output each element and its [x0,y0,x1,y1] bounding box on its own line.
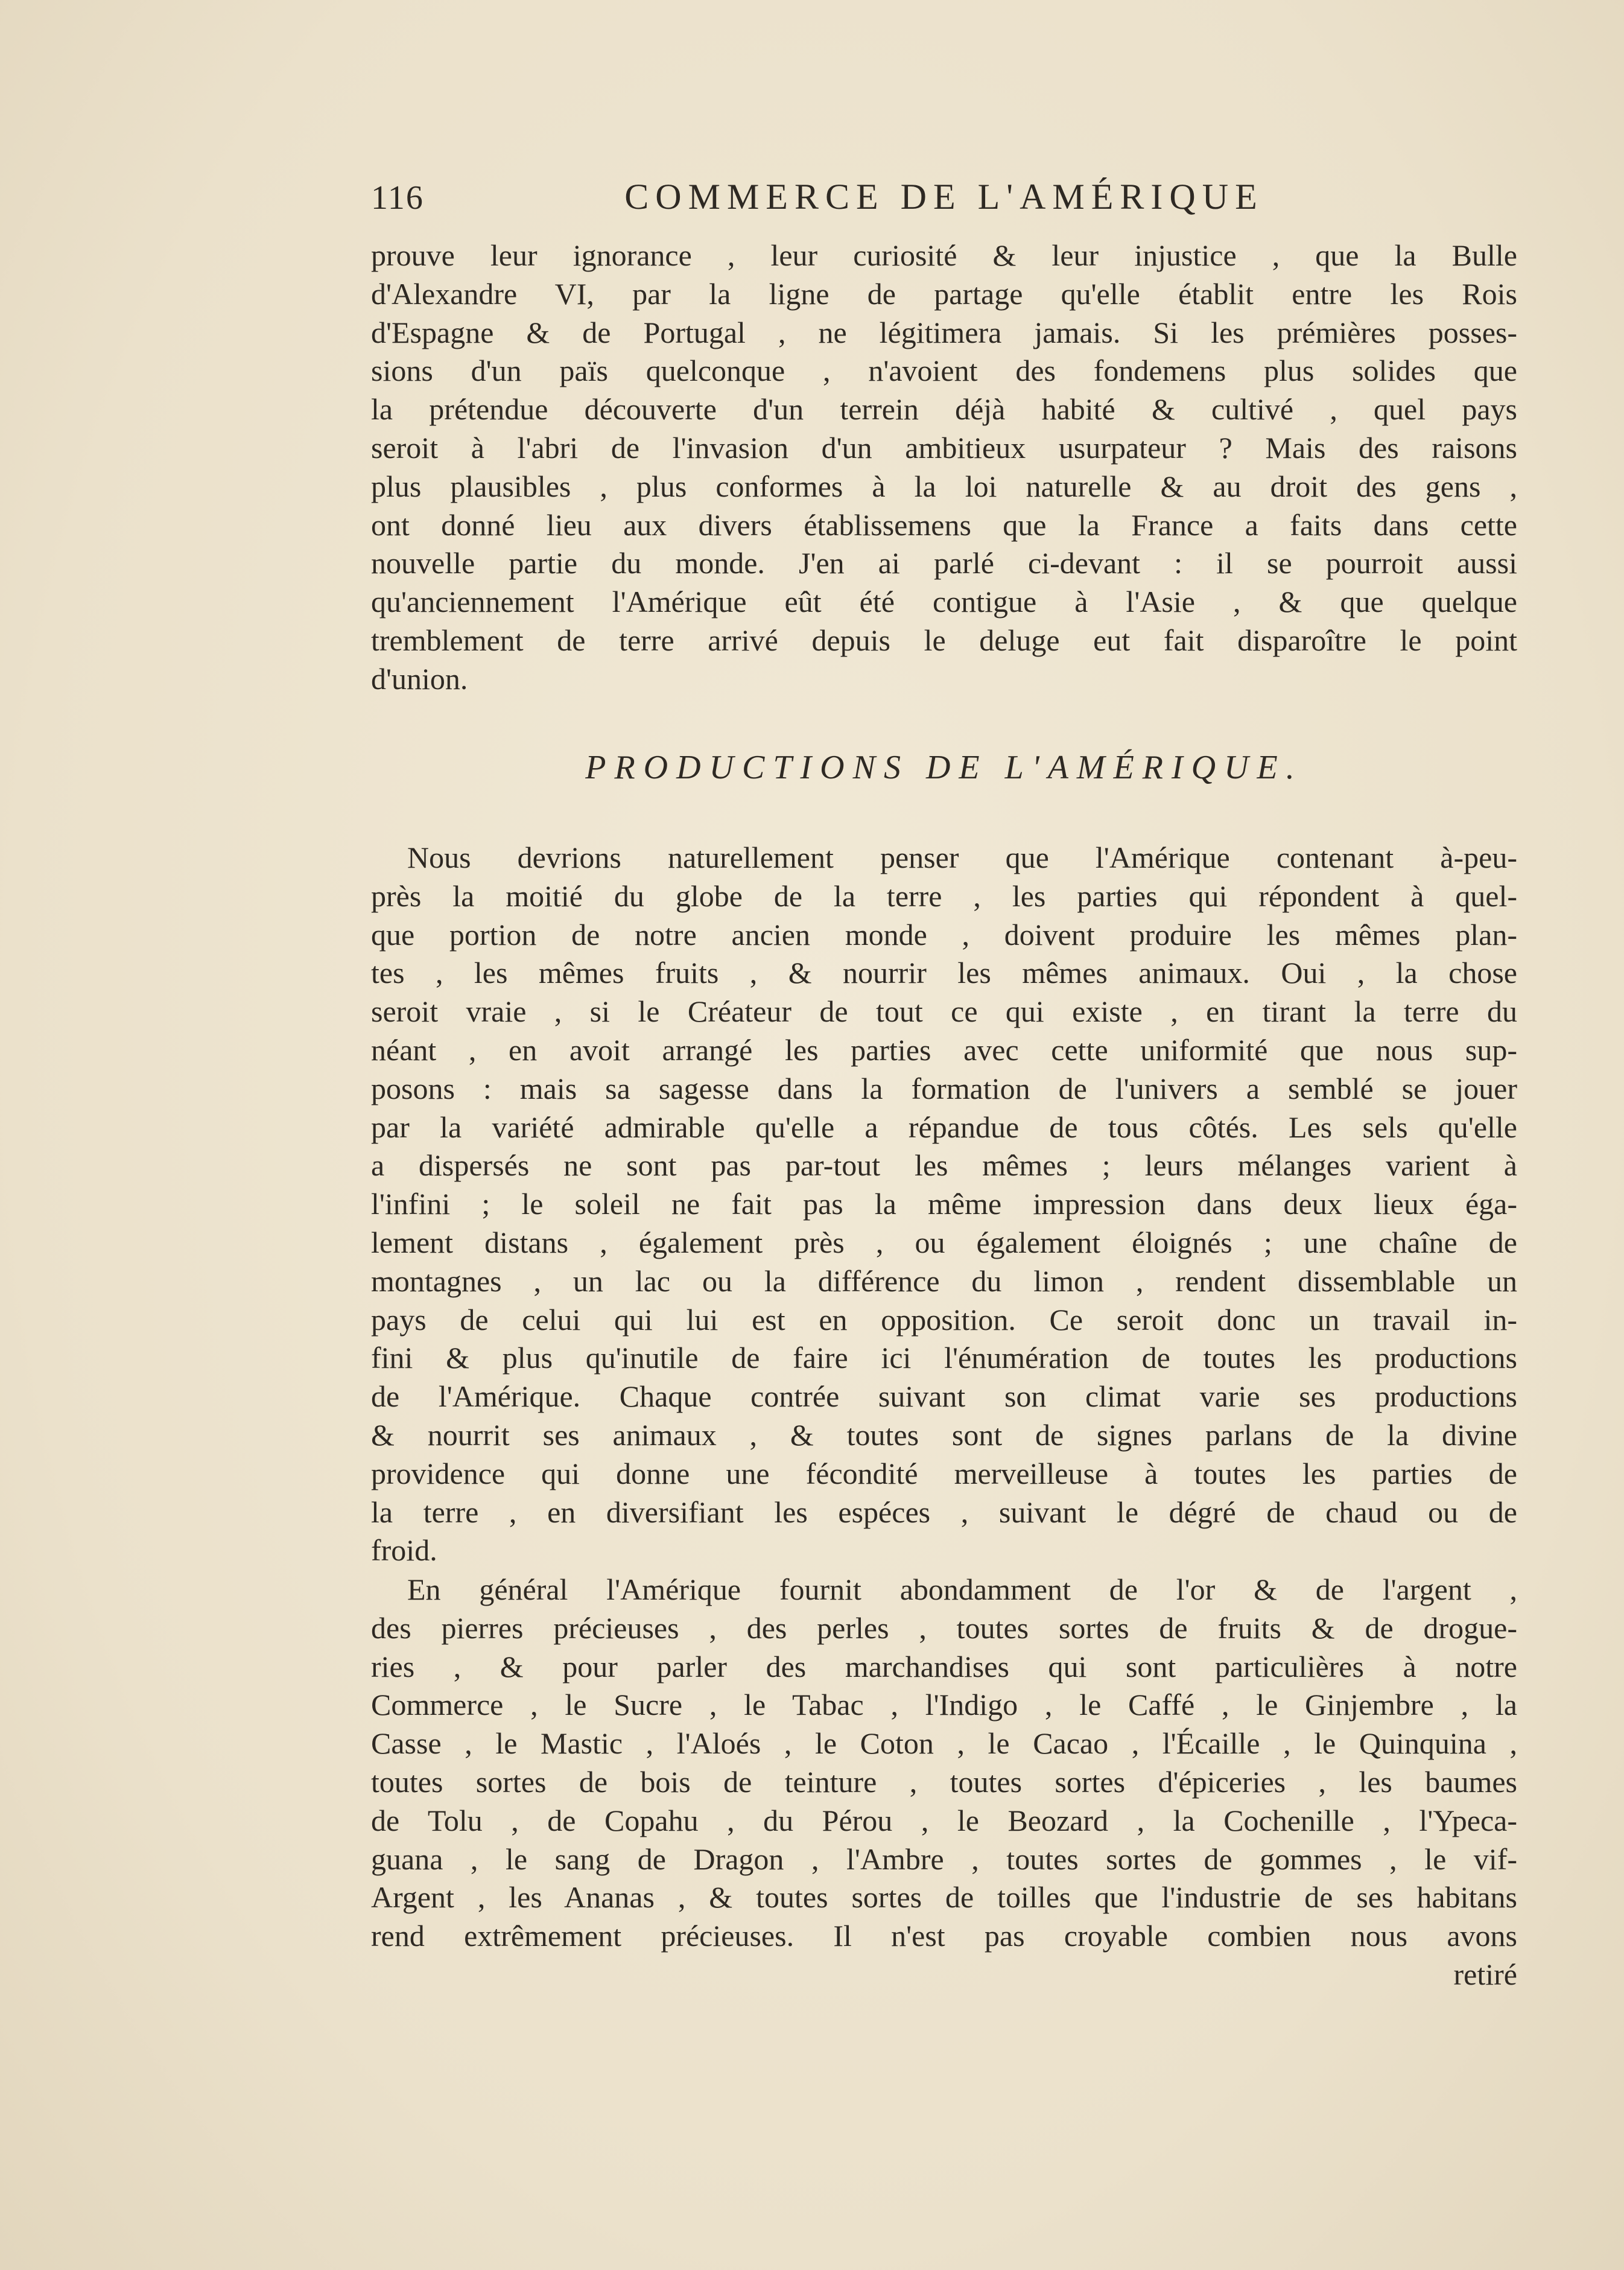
text-line: d'Espagne & de Portugal , ne légitimera jamais. Si les prémières posses- [371,315,1517,349]
text-line: ries , & pour parler des marchandises qui sont particulières à notre [371,1649,1517,1683]
text-line: plus plausibles , plus conformes à la loi naturelle & au droit des gens , [371,469,1517,503]
text-line: la terre , en diversifiant les espéces , suivant le dégré de chaud ou de [371,1495,1517,1529]
paragraph-productions [371,839,1517,1570]
text-line: tremblement de terre arrivé depuis le deluge eut fait disparoître le point [371,623,1517,657]
running-title: COMMERCE DE L'AMÉRIQUE [624,177,1264,217]
text-line: de Tolu , de Copahu , du Pérou , le Beozard , la Cochenille , l'Ypeca- [371,1803,1517,1837]
page-number: 116 [371,179,424,217]
text-line: des pierres précieuses , des perles , toutes sortes de fruits & de drogue- [371,1610,1517,1645]
text-line: ont donné lieu aux divers établissemens que la France a faits dans cette [371,507,1517,542]
section-heading: PRODUCTIONS DE L'AMÉRIQUE. [585,749,1303,786]
text-line: de l'Amérique. Chaque contrée suivant son climat varie ses productions [371,1379,1517,1414]
text-line: En général l'Amérique fournit abondamment de l'or & de l'argent , [407,1572,1517,1606]
text-line: seroit à l'abri de l'invasion d'un ambitieux usurpateur ? Mais des raisons [371,430,1517,465]
text-line: d'Alexandre VI, par la ligne de partage qu'elle établit entre les Rois [371,276,1517,311]
text-line: qu'anciennement l'Amérique eût été contigue à l'Asie , & que quelque [371,585,1517,619]
text-line: seroit vraie , si le Créateur de tout ce qui existe , en tirant la terre du [371,994,1517,1029]
text-line: & nourrit ses animaux , & toutes sont de signes parlans de la divine [371,1417,1517,1452]
text-line: l'infini ; le soleil ne fait pas la même impression dans deux lieux éga- [371,1187,1517,1221]
catchword: retiré [1453,1957,1517,1991]
text-line: Casse , le Mastic , l'Aloés , le Coton , le Cacao , l'Écaille , le Quinquina , [371,1726,1517,1761]
text-line: tes , les mêmes fruits , & nourrir les mêmes animaux. Oui , la chose [371,956,1517,990]
text-line: Argent , les Ananas , & toutes sortes de toilles que l'industrie de ses habitans [371,1880,1517,1915]
text-line: prouve leur ignorance , leur curiosité & leur injustice , que la Bulle [371,238,1517,272]
text-line: près la moitié du globe de la terre , les parties qui répondent à quel- [371,879,1517,913]
text-line: rend extrêmement précieuses. Il n'est pas croyable combien nous avons [371,1919,1517,1953]
text-line: guana , le sang de Dragon , l'Ambre , toutes sortes de gommes , le vif- [371,1842,1517,1876]
text-line: d'union. [371,661,468,696]
paragraph-general [371,1571,1517,1994]
text-line: posons : mais sa sagesse dans la formation de l'univers a semblé se jouer [371,1071,1517,1105]
text-line: providence qui donne une fécondité merveilleuse à toutes les parties de [371,1456,1517,1490]
text-line: la prétendue découverte d'un terrein déjà habité & cultivé , quel pays [371,392,1517,427]
text-line: Commerce , le Sucre , le Tabac , l'Indigo , le Caffé , le Ginjembre , la [371,1688,1517,1722]
text-line: montagnes , un lac ou la différence du limon , rendent dissemblable un [371,1264,1517,1298]
page-header [371,176,1517,224]
text-line: nouvelle partie du monde. J'en ai parlé ci-devant : il se pourroit aussi [371,546,1517,580]
text-line: Nous devrions naturellement penser que l'Amérique contenant à-peu- [407,841,1517,874]
text-line: sions d'un païs quelconque , n'avoient des fondemens plus solides que [371,354,1517,388]
text-line: pays de celui qui lui est en opposition. Ce seroit donc un travail in- [371,1302,1517,1337]
text-line: lement distans , également près , ou également éloignés ; une chaîne de [371,1225,1517,1259]
text-line: froid. [371,1533,437,1568]
text-line: que portion de notre ancien monde , doivent produire les mêmes plan- [371,917,1517,952]
text-line: toutes sortes de bois de teinture , toutes sortes d'épiceries , les baumes [371,1764,1517,1799]
text-line: a dispersés ne sont pas par-tout les mêmes ; leurs mélanges varient à [371,1148,1517,1183]
text-line: néant , en avoit arrangé les parties avec cette uniformité que nous sup- [371,1032,1517,1067]
intro-paragraph [371,237,1517,699]
text-line: fini & plus qu'inutile de faire ici l'énumération de toutes les productions [371,1341,1517,1375]
text-line: par la variété admirable qu'elle a répandue de tous côtés. Les sels qu'elle [371,1110,1517,1144]
